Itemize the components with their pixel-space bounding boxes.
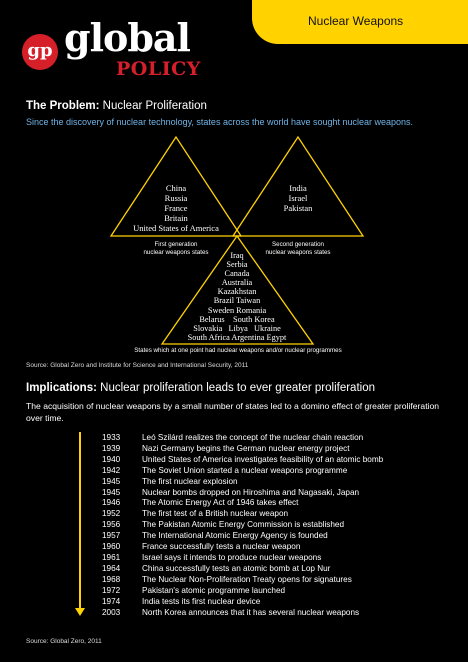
timeline-year: 1939	[102, 443, 121, 453]
timeline-row	[102, 520, 383, 531]
timeline-row	[102, 531, 383, 542]
problem-heading-rest: Nuclear Proliferation	[99, 100, 207, 112]
country: France	[164, 203, 188, 213]
country: United States of America	[133, 223, 219, 233]
caption-line: nuclear weapons states	[265, 249, 331, 256]
timeline-list	[102, 433, 383, 618]
timeline-year: 1945	[102, 487, 121, 497]
timeline-event: India tests its first nuclear device	[142, 596, 261, 606]
timeline-year: 1946	[102, 498, 121, 508]
timeline-row	[102, 477, 383, 488]
timeline-year: 2003	[102, 607, 121, 617]
timeline-event: The Atomic Energy Act of 1946 takes effect	[142, 498, 299, 508]
timeline-event: Pakistan's atomic programme launched	[142, 585, 286, 595]
timeline-row	[102, 498, 383, 509]
timeline-event: China successfully tests an atomic bomb at Lop Nur	[142, 563, 331, 573]
timeline-event: The first test of a British nuclear weapon	[142, 509, 289, 519]
timeline-year: 1957	[102, 531, 121, 541]
timeline-year: 1945	[102, 476, 121, 486]
timeline-event: The Soviet Union started a nuclear weapons programme	[142, 465, 348, 475]
country: Brazil Taiwan	[213, 296, 261, 306]
implications-description: The acquisition of nuclear weapons by a small number of states led to a domino effect of greater proliferation over time.	[26, 401, 440, 423]
timeline-year: 1961	[102, 552, 121, 562]
country: Israel	[288, 193, 308, 203]
timeline-year: 1933	[102, 433, 121, 442]
timeline-event: North Korea announces that it has several nuclear weapons	[142, 607, 360, 617]
timeline-event: United States of America investigates feasibility of an atomic bomb	[142, 454, 384, 464]
country: Britain	[164, 213, 188, 223]
timeline-event: Leó Szilárd realizes the concept of the nuclear chain reaction	[142, 433, 364, 442]
timeline-year: 1952	[102, 509, 121, 519]
timeline-row	[102, 488, 383, 499]
timeline-year: 1974	[102, 596, 121, 606]
country: Slovakia Libya Ukraine	[193, 323, 281, 333]
timeline-event: Israel says it intends to produce nuclear weapons	[142, 552, 322, 562]
country: Australia	[221, 278, 253, 288]
problem-heading-label: The Problem:	[26, 100, 100, 112]
second-gen-list	[258, 183, 338, 213]
timeline-row	[102, 509, 383, 520]
country: Canada	[224, 269, 250, 279]
timeline-year: 1960	[102, 542, 121, 552]
timeline-year: 1968	[102, 574, 121, 584]
timeline-event: The International Atomic Energy Agency is founded	[142, 531, 328, 541]
attempted-list	[167, 251, 307, 342]
country: South Africa Argentina Egypt	[187, 332, 287, 342]
timeline-row	[102, 433, 383, 444]
country: Pakistan	[283, 203, 313, 213]
page-title: Nuclear Weapons	[308, 14, 404, 28]
timeline-event: The first nuclear explosion	[142, 476, 238, 486]
timeline-year: 1942	[102, 465, 121, 475]
implications-heading-rest: Nuclear proliferation leads to ever greater proliferation	[96, 382, 375, 394]
country: Kazakhstan	[217, 287, 257, 297]
timeline-event: France successfully tests a nuclear weapon	[142, 542, 301, 552]
timeline-event: Nazi Germany begins the German nuclear energy project	[142, 443, 350, 453]
timeline-row	[102, 542, 383, 553]
country: India	[289, 183, 307, 193]
timeline-event: The Pakistan Atomic Energy Commission is established	[142, 520, 345, 530]
timeline-event: The Nuclear Non-Proliferation Treaty opens for signatures	[142, 574, 352, 584]
caption-line: nuclear weapons states	[143, 249, 209, 256]
timeline-event: Nuclear bombs dropped on Hiroshima and Nagasaki, Japan	[142, 487, 360, 497]
country: Sweden Romania	[207, 305, 267, 315]
caption-line: First generation	[154, 241, 198, 248]
country: Serbia	[226, 260, 248, 270]
timeline-row	[102, 455, 383, 466]
attempted-caption: States which at one point had nuclear weapons and/or nuclear programmes	[134, 347, 342, 354]
timeline-arrow-icon	[75, 608, 85, 616]
timeline-row	[102, 553, 383, 564]
timeline-row	[102, 444, 383, 455]
timeline-year: 1956	[102, 520, 121, 530]
timeline-row	[102, 564, 383, 575]
timeline-year: 1940	[102, 454, 121, 464]
problem-subtitle: Since the discovery of nuclear technology, states across the world have sought nuclear weapons.	[26, 117, 414, 127]
logo-policy-text: POLICY	[116, 58, 201, 80]
timeline-axis	[79, 432, 81, 610]
timeline-row	[102, 466, 383, 477]
timeline-row	[102, 597, 383, 608]
timeline-year: 1964	[102, 563, 121, 573]
timeline-year: 1972	[102, 585, 121, 595]
country: Russia	[164, 193, 188, 203]
timeline-row	[102, 575, 383, 586]
country: Iraq	[230, 251, 244, 260]
implications-heading-label: Implications:	[26, 382, 97, 394]
country: China	[165, 183, 187, 193]
timeline-row	[102, 586, 383, 597]
country: Belarus South Korea	[199, 314, 275, 324]
implications-source: Source: Global Zero, 2011	[26, 638, 102, 645]
timeline-row	[102, 608, 383, 619]
problem-source: Source: Global Zero and Institute for Science and International Security, 2011	[26, 362, 249, 369]
implications-heading	[26, 382, 375, 394]
logo-global-text: global	[64, 15, 190, 60]
caption-line: Second generation	[272, 241, 324, 248]
logo-mark: gp	[22, 34, 58, 70]
first-gen-list	[116, 183, 236, 233]
